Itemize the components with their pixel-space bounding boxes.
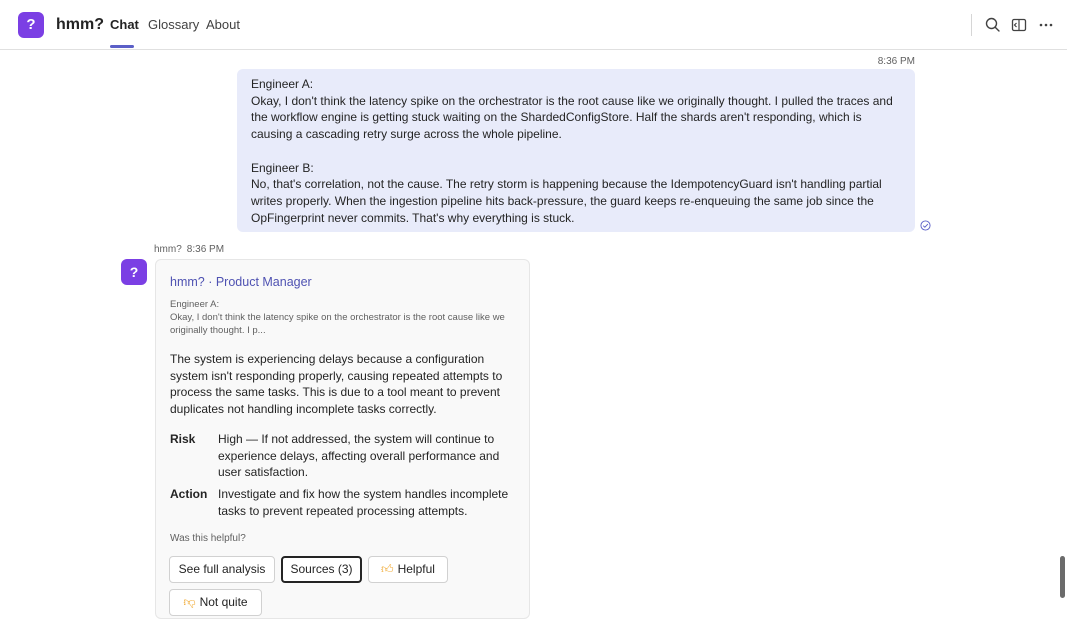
action-value: Investigate and fix how the system handles incomplete tasks to prevent repeated processing attempts. [218,487,509,518]
more-icon[interactable] [1036,15,1056,35]
quoted-message [170,298,520,337]
card-summary: The system is experiencing delays because a configuration system isn't responding properly, causing repeated attempts to process the same tasks. This is due to a tool meant to prevent duplicates not handling incomplete tasks correctly. [170,352,503,417]
paragraph-spacer [251,143,901,160]
popout-icon[interactable] [1009,15,1029,35]
active-tab-indicator [110,45,134,48]
analysis-card [155,259,530,619]
sent-check-icon [920,220,931,231]
not-quite-label: Not quite [199,595,248,609]
not-quite-button[interactable] [169,589,262,616]
bot-avatar: ? [121,259,147,285]
thumbs-down-icon: 👎︎ [183,595,196,609]
risk-value: High — If not addressed, the system will continue to experience delays, affecting overall performance and user satisfaction. [218,432,500,480]
action-label: Action [170,487,208,501]
risk-label: Risk [170,432,196,446]
user-message-bubble[interactable] [237,69,915,232]
message-paragraph: No, that's correlation, not the cause. The retry storm is happening because the IdempotencyGuard isn't handling partial writes properly. When the ingestion pipeline hits back-pressure, the guard keeps re-enqueuing the same job since the OpFingerprint never commits. That's why everything is stuck. [251,177,886,225]
see-full-analysis-button[interactable]: See full analysis [169,556,275,583]
helpful-button[interactable] [368,556,448,583]
bot-timestamp: 8:36 PM [186,244,225,255]
speaker-label: Engineer B: [251,160,314,175]
app-logo-icon: ? [18,12,44,38]
app-title: hmm? [56,16,104,33]
bot-sender-name: hmm? [154,244,182,255]
quote-text: Okay, I don't think the latency spike on the orchestrator is the root cause like we originally thought. I p... [170,312,505,336]
helpful-label: Helpful [397,562,435,576]
scrollbar-thumb[interactable] [1060,556,1065,598]
app-header [0,0,1067,50]
card-title: hmm? · Product Manager [170,275,312,289]
sources-button[interactable]: Sources (3) [281,556,362,583]
speaker-label: Engineer A: [251,77,314,91]
message-timestamp: 8:36 PM [877,56,915,67]
header-divider [971,14,972,36]
quote-speaker: Engineer A: [170,299,220,310]
thumbs-up-icon: 👍︎ [381,562,394,576]
search-icon[interactable] [983,15,1003,35]
tab-about[interactable]: About [206,17,240,32]
tab-glossary[interactable]: Glossary [148,17,200,32]
message-paragraph: Okay, I don't think the latency spike on the orchestrator is the root cause like we originally thought. I pulled the traces and the workflow engine is getting stuck waiting on the ShardedConfigStore. Half the shards aren't responding, which is causing a cascading retry surge across the whole pipeline. [251,93,897,142]
feedback-prompt: Was this helpful? [170,533,246,544]
tab-chat[interactable]: Chat [110,17,139,32]
bot-message-meta [154,244,229,255]
